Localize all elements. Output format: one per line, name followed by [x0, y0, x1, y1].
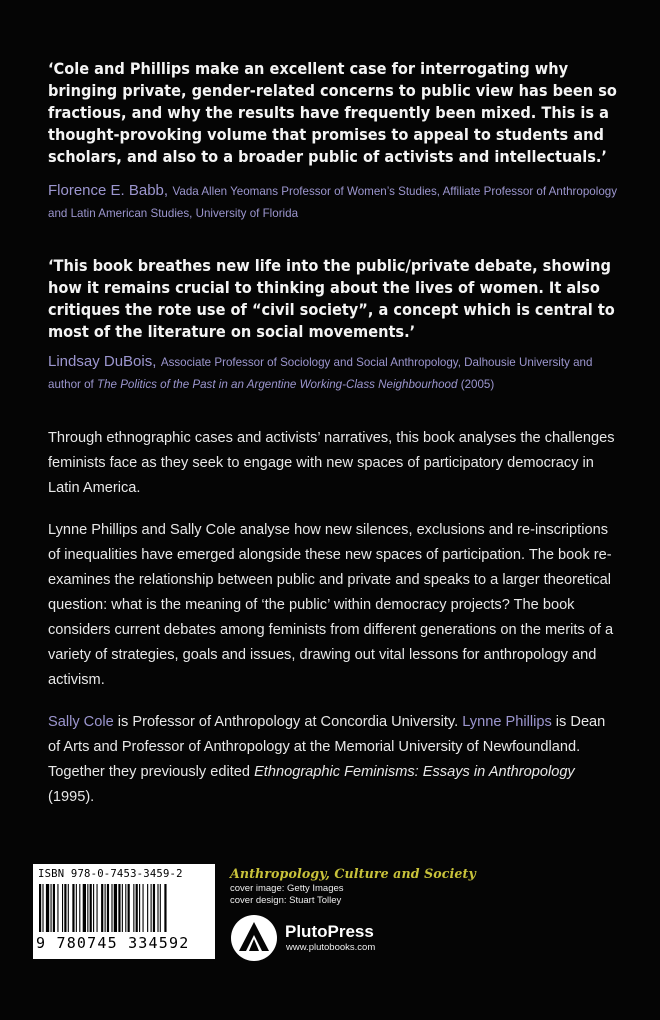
cover-design-credit: cover design: Stuart Tolley: [230, 895, 342, 906]
reviewer-name: Lindsay DuBois,: [48, 353, 157, 370]
author-name-cole: Sally Cole: [48, 714, 114, 730]
publisher-name: PlutoPress: [285, 922, 374, 941]
review-attribution-2: [48, 351, 618, 396]
barcode-bars: [37, 884, 211, 936]
previous-book-title: Ethnographic Feminisms: Essays in Anthropology: [254, 764, 575, 780]
reviewer-name: Florence E. Babb,: [48, 182, 169, 199]
author-bios: Sally Cole is Professor of Anthropology at Concordia University. Lynne Phillips is Dean of Arts and Professor of Anthropology at the Memorial University of Newfoundland. Together they previously edited Ethnographic Feminisms: Essays in Anthropology (1995).: [48, 714, 606, 805]
description-paragraph-2: Lynne Phillips and Sally Cole analyse how new silences, exclusions and re-inscriptions of inequalities have emerged alongside these new spaces of participation. The book re-examines the relationship between public and private and speaks to a larger theoretical question: what is the meaning of ‘the public’ within democracy projects? The book considers current debates among feminists from different generations on the merits of a variety of strategies, goals and issues, drawing out vital lessons for anthropology and activism.: [48, 522, 614, 688]
reviewer-role: Vada Allen Yeomans Professor of Women’s Studies, Affiliate Professor of Anthropology and Latin American Studies, University of Florida: [48, 185, 618, 220]
review-attribution-1: [48, 180, 618, 225]
reviewer-book-title: The Politics of the Past in an Argentine Working-Class Neighbourhood: [97, 378, 458, 391]
author-name-phillips: Lynne Phillips: [462, 714, 552, 730]
barcode-box: [33, 864, 215, 959]
reviewer-role: Associate Professor of Sociology and Social Anthropology, Dalhousie University and author of The Politics of the Past in an Argentine Working-Class Neighbourhood (2005): [48, 356, 593, 391]
ean-text: 9 780745 334592: [36, 934, 190, 952]
pluto-logo-icon: [229, 913, 279, 963]
publisher-url: www.plutobooks.com: [286, 942, 376, 953]
series-title: Anthropology, Culture and Society: [230, 866, 476, 881]
isbn-text: ISBN 978-0-7453-3459-2: [38, 868, 183, 880]
review-quote-1: ‘Cole and Phillips make an excellent case for interrogating why bringing private, gender-related concerns to public view has been so fractious, and why the results have frequently been mixed. This is a thought-provoking volume that promises to appeal to students and scholars, and also to a broader public of activists and intellectuals.’: [48, 59, 617, 166]
cover-image-credit: cover image: Getty Images: [230, 883, 344, 894]
review-quote-2: ‘This book breathes new life into the public/private debate, showing how it remains crucial to thinking about the lives of women. It also critiques the rote use of “civil society”, a concept which is central to most of the literature on social movements.’: [48, 256, 615, 341]
description-paragraph-1: Through ethnographic cases and activists’ narratives, this book analyses the challenges feminists face as they seek to engage with new spaces of participatory democracy in Latin America.: [48, 430, 615, 496]
